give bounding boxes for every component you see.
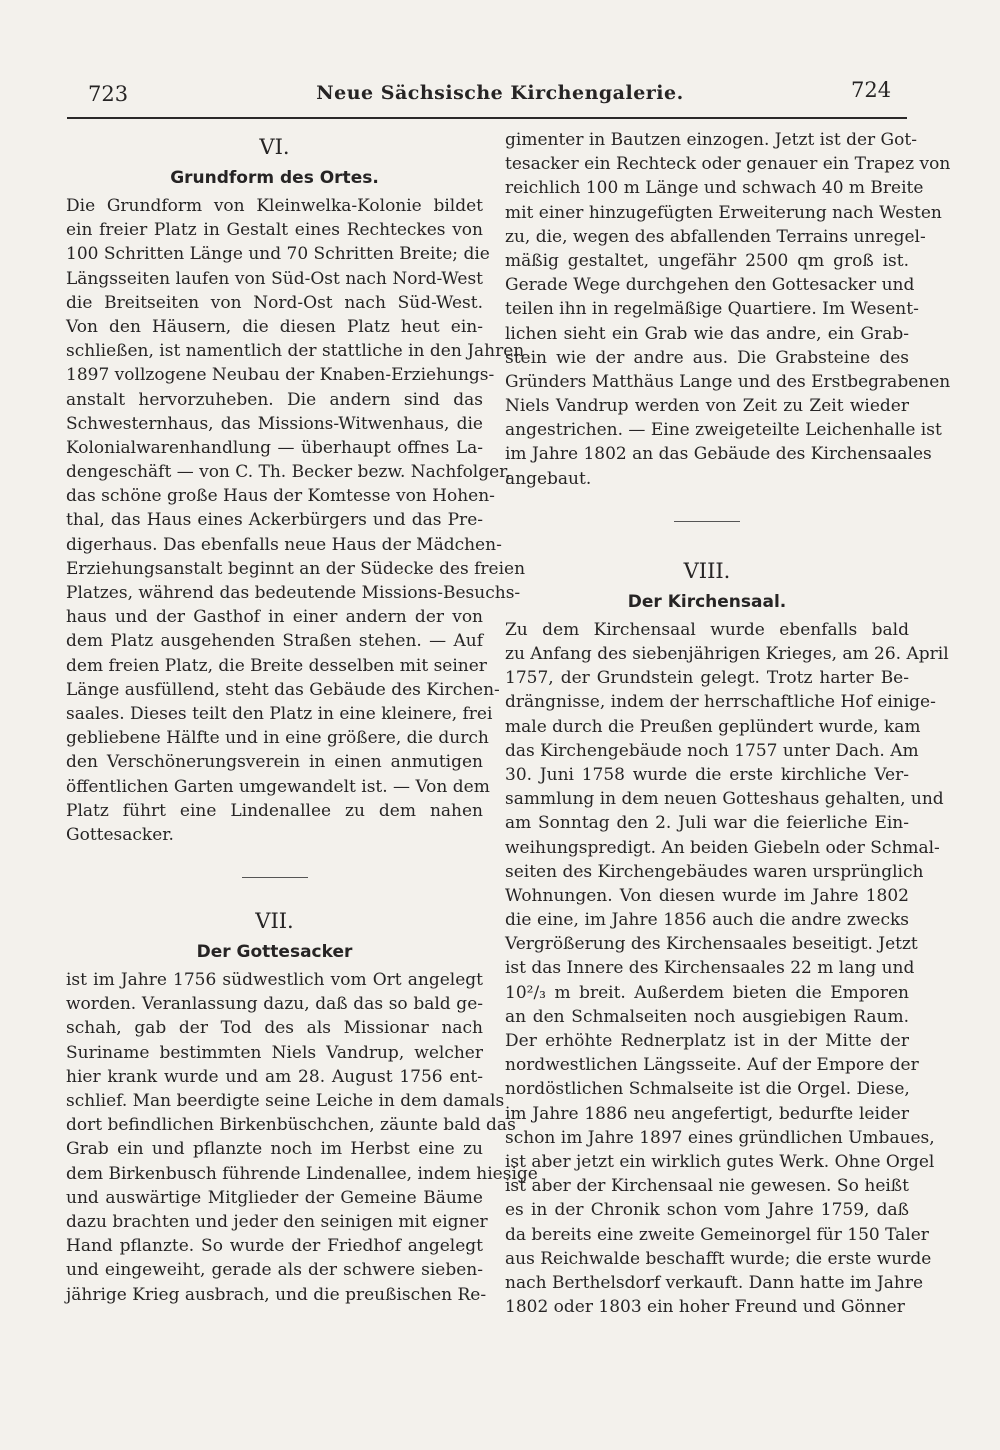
- text-line: dem Platz ausgehenden Straßen stehen. — Auf: [66, 631, 483, 652]
- text-line: lichen sieht ein Grab wie das andre, ein Grab-: [505, 323, 909, 344]
- text-line: angestrichen. — Eine zweigeteilte Leichenhalle ist: [505, 420, 942, 441]
- text-line: die Breitseiten von Nord-Ost nach Süd-West.: [66, 292, 483, 313]
- text-line: mit einer hinzugefügten Erweiterung nach Westen: [505, 202, 942, 223]
- text-line: haus und der Gasthof in einer andern der von: [66, 607, 483, 628]
- text-line: thal, das Haus eines Ackerbürgers und das Pre-: [66, 510, 483, 531]
- text-line: ist das Innere des Kirchensaales 22 m lang und: [505, 958, 915, 979]
- text-line: stein wie der andre aus. Die Grabsteine des: [505, 347, 909, 368]
- text-line: gimenter in Bautzen einzogen. Jetzt ist der Got-: [505, 130, 917, 150]
- text-line: Zu dem Kirchensaal wurde ebenfalls bald: [505, 619, 909, 640]
- text-line: dengeschäft — von C. Th. Becker bezw. Nachfolger,: [66, 462, 511, 483]
- text-line: gebliebene Hälfte und in eine größere, die durch: [66, 728, 489, 749]
- text-line: Längsseiten laufen von Süd-Ost nach Nord-West: [66, 268, 483, 289]
- section-body-grundform: [66, 194, 526, 847]
- text-line: schlief. Man beerdigte seine Leiche in dem damals: [66, 1091, 505, 1111]
- text-line: dazu brachten und jeder den seinigen mit eigner: [66, 1211, 488, 1232]
- text-line: ist im Jahre 1756 südwestlich vom Ort angelegt: [66, 970, 483, 991]
- text-line: zu, die, wegen des abfallenden Terrains unregel-: [505, 226, 926, 247]
- right-column: [505, 128, 951, 1319]
- text-line: Platzes, während das bedeutende Missions-Besuchs-: [66, 583, 521, 603]
- left-column: [66, 128, 538, 1307]
- text-line: weihungspredigt. An beiden Giebeln oder Schmal-: [505, 837, 940, 858]
- text-line: das schöne große Haus der Komtesse von Hohen-: [66, 486, 495, 507]
- text-line: Länge ausfüllend, steht das Gebäude des Kirchen-: [66, 679, 500, 700]
- text-line: Kolonialwarenhandlung — überhaupt offnes La-: [66, 437, 483, 458]
- text-line: Erziehungsanstalt beginnt an der Südecke des freien: [66, 558, 526, 579]
- text-line: seiten des Kirchengebäudes waren ursprünglich: [505, 861, 924, 882]
- text-line: die eine, im Jahre 1856 auch die andre zwecks: [505, 910, 909, 931]
- text-line: dem Birkenbusch führende Lindenallee, indem hiesige: [66, 1163, 538, 1184]
- text-line: Platz führt eine Lindenallee zu dem nahen: [66, 800, 483, 821]
- section-body-gottesacker-continued: [505, 128, 951, 491]
- text-line: Gerade Wege durchgehen den Gottesacker und: [505, 275, 915, 296]
- text-line: am Sonntag den 2. Juli war die feierliche Ein-: [505, 813, 909, 834]
- section-body-gottesacker: [66, 968, 538, 1307]
- text-line: den Verschönerungsverein in einen anmutigen: [66, 752, 483, 773]
- text-line: es in der Chronik schon vom Jahre 1759, daß: [505, 1200, 909, 1221]
- text-line: mäßig gestaltet, ungefähr 2500 qm groß ist.: [505, 250, 909, 271]
- text-line: schließen, ist namentlich der stattliche in den Jahren: [66, 341, 525, 362]
- header-rule: [67, 117, 907, 119]
- text-line: reichlich 100 m Länge und schwach 40 m Breite: [505, 178, 924, 199]
- text-line: 1757, der Grundstein gelegt. Trotz harter Be-: [505, 668, 909, 689]
- text-line: aus Reichwalde beschafft wurde; die erste wurde: [505, 1248, 932, 1269]
- text-line: nordöstlichen Schmalseite ist die Orgel. Diese,: [505, 1079, 910, 1100]
- text-line: 10²/₃ m breit. Außerdem bieten die Emporen: [505, 982, 909, 1003]
- text-line: öffentlichen Garten umgewandelt ist. — Von dem: [66, 776, 490, 797]
- text-line: anstalt hervorzuheben. Die andern sind das: [66, 389, 483, 410]
- section-body-kirchensaal: [505, 618, 949, 1319]
- text-line: angebaut.: [505, 468, 592, 489]
- text-line: Gottesacker.: [66, 824, 174, 845]
- text-line: worden. Veranlassung dazu, daß das so bald ge-: [66, 994, 483, 1015]
- section-number-vi: VI.: [259, 135, 290, 159]
- text-line: schah, gab der Tod des als Missionar nach: [66, 1018, 483, 1039]
- text-line: Grab ein und pflanzte noch im Herbst eine zu: [66, 1139, 483, 1160]
- text-line: tesacker ein Rechteck oder genauer ein Trapez von: [505, 154, 951, 175]
- text-line: ein freier Platz in Gestalt eines Rechteckes von: [66, 220, 483, 241]
- text-line: 100 Schritten Länge und 70 Schritten Breite; die: [66, 244, 490, 265]
- text-line: 1897 vollzogene Neubau der Knaben-Erziehungs-: [66, 365, 495, 386]
- text-line: jährige Krieg ausbrach, und die preußischen Re-: [66, 1284, 487, 1305]
- text-line: im Jahre 1802 an das Gebäude des Kirchensaales: [505, 444, 932, 465]
- page-number-left: 723: [88, 82, 129, 106]
- text-line: Vergrößerung des Kirchensaales beseitigt. Jetzt: [505, 934, 918, 955]
- text-line: 1802 oder 1803 ein hoher Freund und Gönner: [505, 1297, 905, 1318]
- text-line: im Jahre 1886 neu angefertigt, bedurfte leider: [505, 1103, 909, 1124]
- text-line: ist aber jetzt ein wirklich gutes Werk. Ohne Orgel: [505, 1151, 935, 1172]
- text-line: Hand pflanzte. So wurde der Friedhof angelegt: [66, 1236, 483, 1257]
- text-line: Die Grundform von Kleinwelka-Kolonie bildet: [66, 196, 483, 216]
- text-line: zu Anfang des siebenjährigen Krieges, am 26. April: [505, 644, 949, 664]
- text-line: ist aber der Kirchensaal nie gewesen. So heißt: [505, 1176, 909, 1197]
- text-line: nordwestlichen Längsseite. Auf der Empore der: [505, 1055, 919, 1076]
- text-line: und auswärtige Mitglieder der Gemeine Bäume: [66, 1187, 483, 1208]
- section-title-gottesacker: Der Gottesacker: [196, 942, 353, 963]
- text-line: 30. Juni 1758 wurde die erste kirchliche Ver-: [505, 764, 909, 785]
- text-line: und eingeweiht, gerade als der schwere sieben-: [66, 1260, 483, 1281]
- text-line: drängnisse, indem der herrschaftliche Hof einige-: [505, 692, 936, 713]
- text-line: Von den Häusern, die diesen Platz heut ein-: [66, 316, 483, 337]
- text-line: Niels Vandrup werden von Zeit zu Zeit wieder: [505, 396, 909, 417]
- text-line: teilen ihn in regelmäßige Quartiere. Im Wesent-: [505, 299, 919, 320]
- text-line: an den Schmalseiten noch ausgiebigen Raum.: [505, 1006, 909, 1027]
- text-line: das Kirchengebäude noch 1757 unter Dach. Am: [505, 740, 919, 761]
- text-line: Der erhöhte Rednerplatz ist in der Mitte der: [505, 1031, 909, 1051]
- text-line: Gründers Matthäus Lange und des Erstbegrabenen: [505, 371, 951, 392]
- section-number-vii: VII.: [255, 909, 294, 934]
- text-line: dem freien Platz, die Breite desselben mit seiner: [66, 655, 487, 676]
- text-line: da bereits eine zweite Gemeinorgel für 150 Taler: [505, 1224, 929, 1245]
- section-number-viii: VIII.: [683, 558, 731, 583]
- text-line: Wohnungen. Von diesen wurde im Jahre 1802: [505, 885, 909, 906]
- text-line: schon im Jahre 1897 eines gründlichen Umbaues,: [505, 1127, 935, 1148]
- text-line: male durch die Preußen geplündert wurde, kam: [505, 716, 921, 737]
- text-line: digerhaus. Das ebenfalls neue Haus der Mädchen-: [66, 534, 502, 555]
- section-title-kirchensaal: Der Kirchensaal.: [627, 591, 787, 612]
- page-number-right: 724: [851, 78, 892, 102]
- running-head: Neue Sächsische Kirchengalerie.: [316, 82, 684, 104]
- text-line: sammlung in dem neuen Gotteshaus gehalten, und: [505, 789, 944, 810]
- text-line: hier krank wurde und am 28. August 1756 ent-: [66, 1066, 483, 1087]
- text-line: saales. Dieses teilt den Platz in eine kleinere, frei: [66, 703, 493, 724]
- text-line: dort befindlichen Birkenbüschchen, zäunte bald das: [66, 1115, 516, 1136]
- section-title-grundform: Grundform des Ortes.: [170, 168, 379, 188]
- text-line: nach Berthelsdorf verkauft. Dann hatte im Jahre: [505, 1272, 924, 1293]
- text-line: Suriname bestimmten Niels Vandrup, welcher: [66, 1042, 483, 1063]
- text-line: Schwesternhaus, das Missions-Witwenhaus, die: [66, 413, 483, 434]
